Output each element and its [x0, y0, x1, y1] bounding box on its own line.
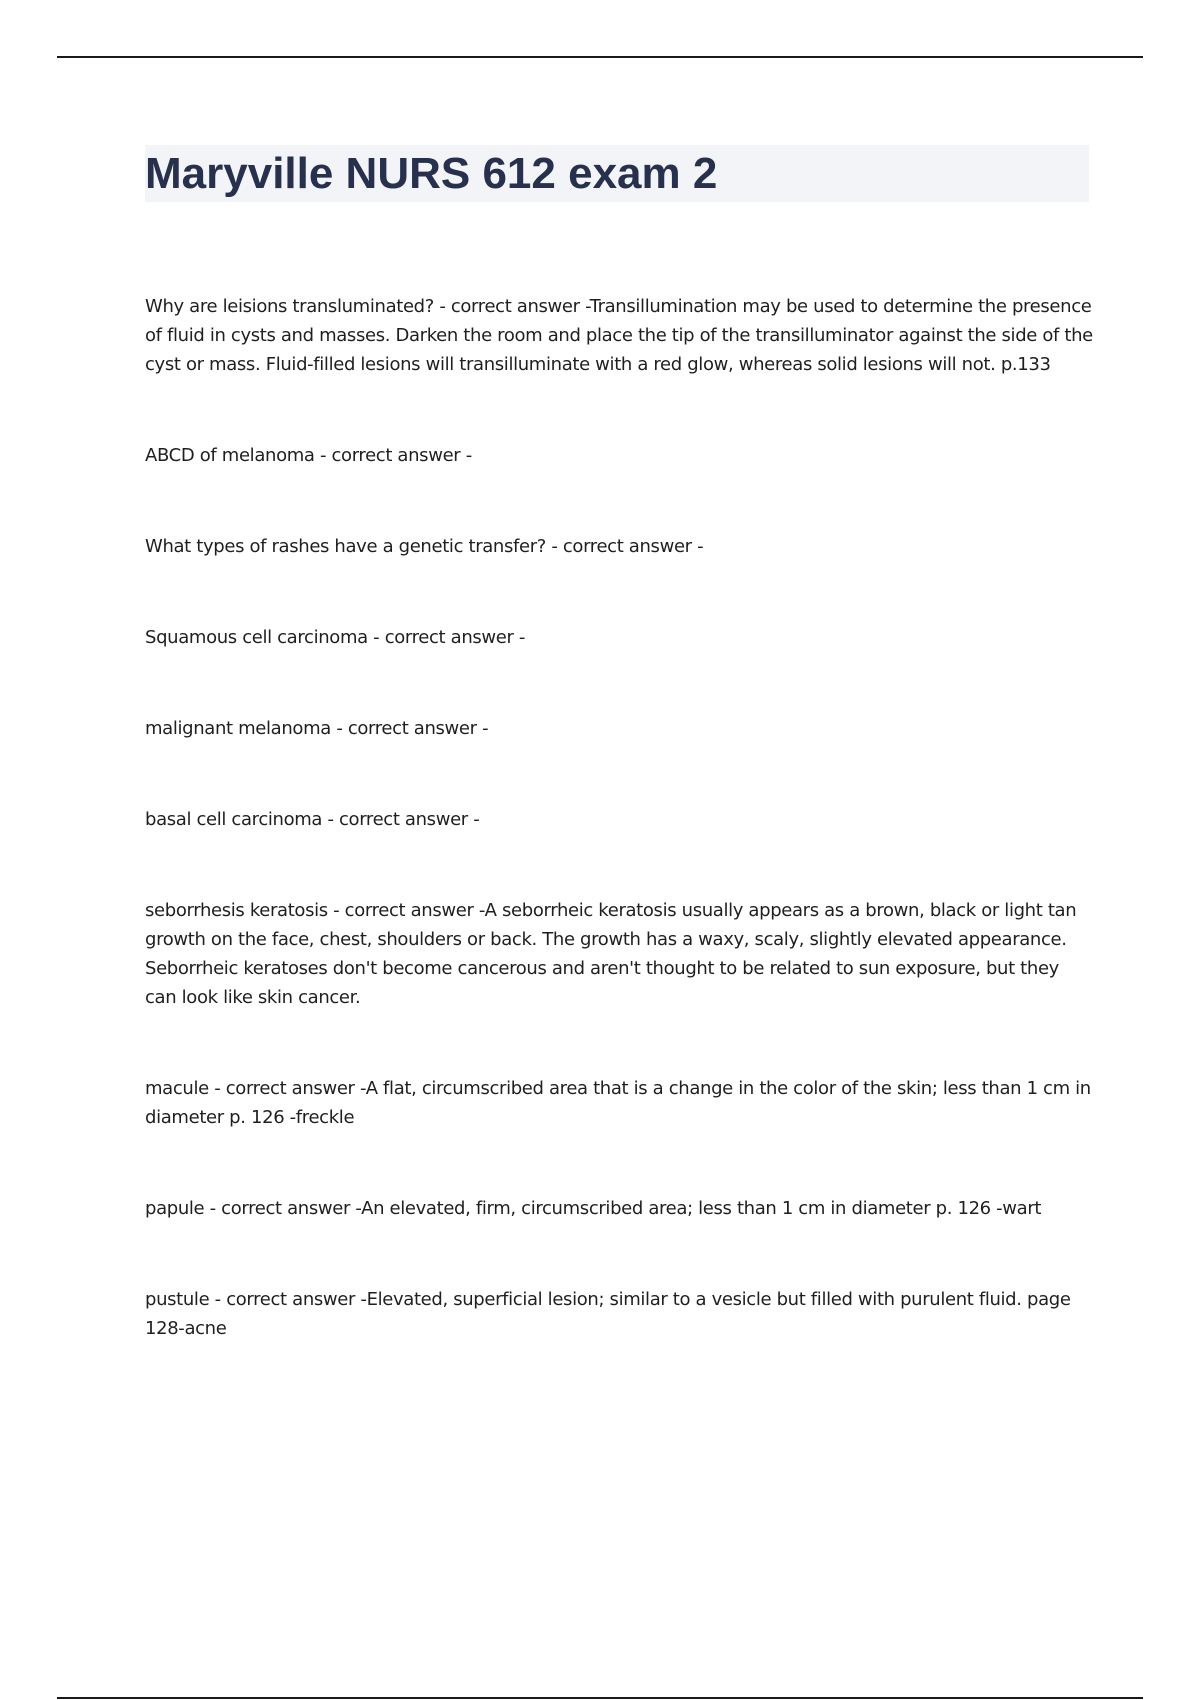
qa-entry-transillumination: Why are leisions transluminated? - correct answer -Transillumination may be used to determine the presence of fluid in cysts and masses. Darken the room and place the tip of the transilluminator against the side of the cyst or mass. Fluid-filled lesions will transilluminate with a red glow, whereas solid lesions will not. p.133 — [145, 296, 1093, 375]
qa-entry-pustule: pustule - correct answer -Elevated, superficial lesion; similar to a vesicle but filled with purulent fluid. page 128-acne — [145, 1289, 1071, 1339]
qa-entry-genetic-rashes: What types of rashes have a genetic transfer? - correct answer - — [145, 536, 704, 557]
qa-entry-seborrheic-keratosis: seborrhesis keratosis - correct answer -A seborrheic keratosis usually appears as a brown, black or light tan growth on the face, chest, shoulders or back. The growth has a waxy, scaly, slightly elevated appearance. Seborrheic keratoses don't become cancerous and aren't thought to be related to sun exposure, but they can look like skin cancer. — [145, 900, 1077, 1008]
page-title: Maryville NURS 612 exam 2 — [145, 149, 718, 198]
qa-entry-malignant-melanoma: malignant melanoma - correct answer - — [145, 718, 489, 739]
qa-entry-papule: papule - correct answer -An elevated, firm, circumscribed area; less than 1 cm in diameter p. 126 -wart — [145, 1198, 1042, 1219]
qa-list — [145, 292, 1095, 1343]
bottom-divider — [57, 1697, 1143, 1699]
qa-entry-macule: macule - correct answer -A flat, circumscribed area that is a change in the color of the skin; less than 1 cm in diameter p. 126 -freckle — [145, 1078, 1091, 1128]
top-divider — [57, 56, 1143, 58]
qa-entry-basal-cell: basal cell carcinoma - correct answer - — [145, 809, 480, 830]
qa-entry-abcd-melanoma: ABCD of melanoma - correct answer - — [145, 445, 472, 466]
qa-entry-squamous-cell: Squamous cell carcinoma - correct answer - — [145, 627, 526, 648]
